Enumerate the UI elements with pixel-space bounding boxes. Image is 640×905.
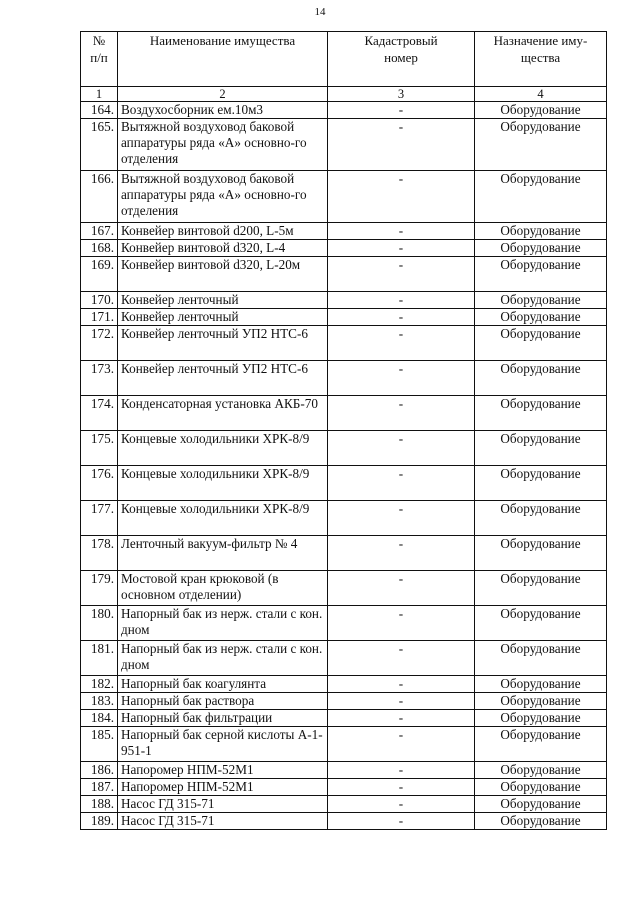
table-row: [81, 119, 607, 171]
cadastral-number: -: [328, 501, 475, 536]
item-name: Конвейер винтовой d200, L-5м: [118, 223, 328, 240]
item-name: Конвейер ленточный: [118, 292, 328, 309]
column-number: 3: [328, 87, 475, 102]
header-purpose: [475, 32, 607, 87]
header-cadastral-text: Кадастровый номер: [364, 33, 438, 65]
row-number: 185.: [81, 727, 118, 762]
row-number: 179.: [81, 571, 118, 606]
item-name: Напорный бак из нерж. стали с кон. дном: [118, 606, 328, 641]
column-number: 2: [118, 87, 328, 102]
header-purpose-text: Назначение иму- щества: [493, 33, 588, 65]
row-number: 166.: [81, 171, 118, 223]
cadastral-number: -: [328, 676, 475, 693]
table-row: [81, 309, 607, 326]
cadastral-number: -: [328, 606, 475, 641]
header-cadastral: [328, 32, 475, 87]
item-purpose: Оборудование: [475, 309, 607, 326]
table-row: [81, 710, 607, 727]
cadastral-number: -: [328, 466, 475, 501]
item-name: Концевые холодильники ХРК-8/9: [118, 466, 328, 501]
item-purpose: Оборудование: [475, 727, 607, 762]
page-number: 14: [314, 6, 326, 18]
row-number: 184.: [81, 710, 118, 727]
table-row: [81, 571, 607, 606]
item-purpose: Оборудование: [475, 796, 607, 813]
header-number: [81, 32, 118, 87]
cadastral-number: -: [328, 171, 475, 223]
row-number: 174.: [81, 396, 118, 431]
item-purpose: Оборудование: [475, 641, 607, 676]
cadastral-number: -: [328, 240, 475, 257]
table-row: [81, 536, 607, 571]
cadastral-number: -: [328, 796, 475, 813]
item-purpose: Оборудование: [475, 361, 607, 396]
item-name: Ленточный вакуум-фильтр № 4: [118, 536, 328, 571]
cadastral-number: -: [328, 536, 475, 571]
cadastral-number: -: [328, 396, 475, 431]
table-row: [81, 396, 607, 431]
item-name: Конвейер ленточный: [118, 309, 328, 326]
item-purpose: Оборудование: [475, 102, 607, 119]
item-name: Вытяжной воздуховод баковой аппаратуры ряда «А» основно-го отделения: [118, 119, 328, 171]
row-number: 177.: [81, 501, 118, 536]
item-purpose: Оборудование: [475, 536, 607, 571]
cadastral-number: -: [328, 710, 475, 727]
row-number: 170.: [81, 292, 118, 309]
cadastral-number: -: [328, 431, 475, 466]
table-row: [81, 240, 607, 257]
row-number: 171.: [81, 309, 118, 326]
table-row: [81, 727, 607, 762]
row-number: 182.: [81, 676, 118, 693]
cadastral-number: -: [328, 292, 475, 309]
item-name: Концевые холодильники ХРК-8/9: [118, 431, 328, 466]
cadastral-number: -: [328, 257, 475, 292]
table-row: [81, 326, 607, 361]
row-number: 178.: [81, 536, 118, 571]
cadastral-number: -: [328, 727, 475, 762]
table-row: [81, 466, 607, 501]
item-name: Насос ГД 315-71: [118, 796, 328, 813]
column-number-row: [81, 87, 607, 102]
row-number: 183.: [81, 693, 118, 710]
cadastral-number: -: [328, 361, 475, 396]
header-number-text: № п/п: [90, 33, 108, 65]
table-row: [81, 676, 607, 693]
item-name: Концевые холодильники ХРК-8/9: [118, 501, 328, 536]
cadastral-number: -: [328, 571, 475, 606]
cadastral-number: -: [328, 779, 475, 796]
item-purpose: Оборудование: [475, 606, 607, 641]
item-name: Мостовой кран крюковой (в основном отделении): [118, 571, 328, 606]
table-header: [81, 32, 607, 87]
table-row: [81, 171, 607, 223]
item-name: Напорный бак раствора: [118, 693, 328, 710]
property-table: [80, 31, 607, 830]
cadastral-number: -: [328, 309, 475, 326]
item-name: Напоромер НПМ-52М1: [118, 779, 328, 796]
item-purpose: Оборудование: [475, 466, 607, 501]
item-purpose: Оборудование: [475, 119, 607, 171]
item-name: Конденсаторная установка АКБ-70: [118, 396, 328, 431]
cadastral-number: -: [328, 102, 475, 119]
table-row: [81, 102, 607, 119]
item-name: Конвейер ленточный УП2 НТС-6: [118, 326, 328, 361]
cadastral-number: -: [328, 223, 475, 240]
item-name: Напорный бак коагулянта: [118, 676, 328, 693]
item-purpose: Оборудование: [475, 693, 607, 710]
item-name: Напорный бак фильтрации: [118, 710, 328, 727]
item-purpose: Оборудование: [475, 396, 607, 431]
table-row: [81, 292, 607, 309]
table-row: [81, 257, 607, 292]
header-name: [118, 32, 328, 87]
table-row: [81, 606, 607, 641]
item-purpose: Оборудование: [475, 676, 607, 693]
item-name: Воздухосборник ем.10м3: [118, 102, 328, 119]
table-row: [81, 501, 607, 536]
table-row: [81, 779, 607, 796]
row-number: 169.: [81, 257, 118, 292]
cadastral-number: -: [328, 693, 475, 710]
row-number: 187.: [81, 779, 118, 796]
cadastral-number: -: [328, 813, 475, 830]
cadastral-number: -: [328, 762, 475, 779]
item-purpose: Оборудование: [475, 762, 607, 779]
cadastral-number: -: [328, 119, 475, 171]
row-number: 168.: [81, 240, 118, 257]
cadastral-number: -: [328, 326, 475, 361]
table-row: [81, 762, 607, 779]
table-body: [81, 102, 607, 830]
table-row: [81, 641, 607, 676]
table-row: [81, 693, 607, 710]
item-name: Напорный бак из нерж. стали с кон. дном: [118, 641, 328, 676]
item-purpose: Оборудование: [475, 223, 607, 240]
column-number: 1: [81, 87, 118, 102]
row-number: 189.: [81, 813, 118, 830]
row-number: 186.: [81, 762, 118, 779]
row-number: 181.: [81, 641, 118, 676]
row-number: 173.: [81, 361, 118, 396]
row-number: 165.: [81, 119, 118, 171]
item-name: Вытяжной воздуховод баковой аппаратуры ряда «А» основно-го отделения: [118, 171, 328, 223]
header-name-text: Наименование имущества: [149, 33, 296, 48]
row-number: 164.: [81, 102, 118, 119]
table-row: [81, 813, 607, 830]
item-purpose: Оборудование: [475, 171, 607, 223]
item-purpose: Оборудование: [475, 240, 607, 257]
item-name: Конвейер винтовой d320, L-20м: [118, 257, 328, 292]
item-name: Напоромер НПМ-52М1: [118, 762, 328, 779]
item-name: Конвейер ленточный УП2 НТС-6: [118, 361, 328, 396]
item-purpose: Оборудование: [475, 813, 607, 830]
item-purpose: Оборудование: [475, 292, 607, 309]
row-number: 180.: [81, 606, 118, 641]
item-purpose: Оборудование: [475, 326, 607, 361]
item-purpose: Оборудование: [475, 257, 607, 292]
item-name: Насос ГД 315-71: [118, 813, 328, 830]
row-number: 172.: [81, 326, 118, 361]
item-purpose: Оборудование: [475, 779, 607, 796]
table-row: [81, 796, 607, 813]
item-purpose: Оборудование: [475, 571, 607, 606]
item-name: Напорный бак серной кислоты А-1-951-1: [118, 727, 328, 762]
row-number: 175.: [81, 431, 118, 466]
table-row: [81, 361, 607, 396]
table-row: [81, 223, 607, 240]
table-row: [81, 431, 607, 466]
item-purpose: Оборудование: [475, 501, 607, 536]
cadastral-number: -: [328, 641, 475, 676]
item-name: Конвейер винтовой d320, L-4: [118, 240, 328, 257]
row-number: 176.: [81, 466, 118, 501]
item-purpose: Оборудование: [475, 431, 607, 466]
row-number: 167.: [81, 223, 118, 240]
row-number: 188.: [81, 796, 118, 813]
column-number: 4: [475, 87, 607, 102]
item-purpose: Оборудование: [475, 710, 607, 727]
